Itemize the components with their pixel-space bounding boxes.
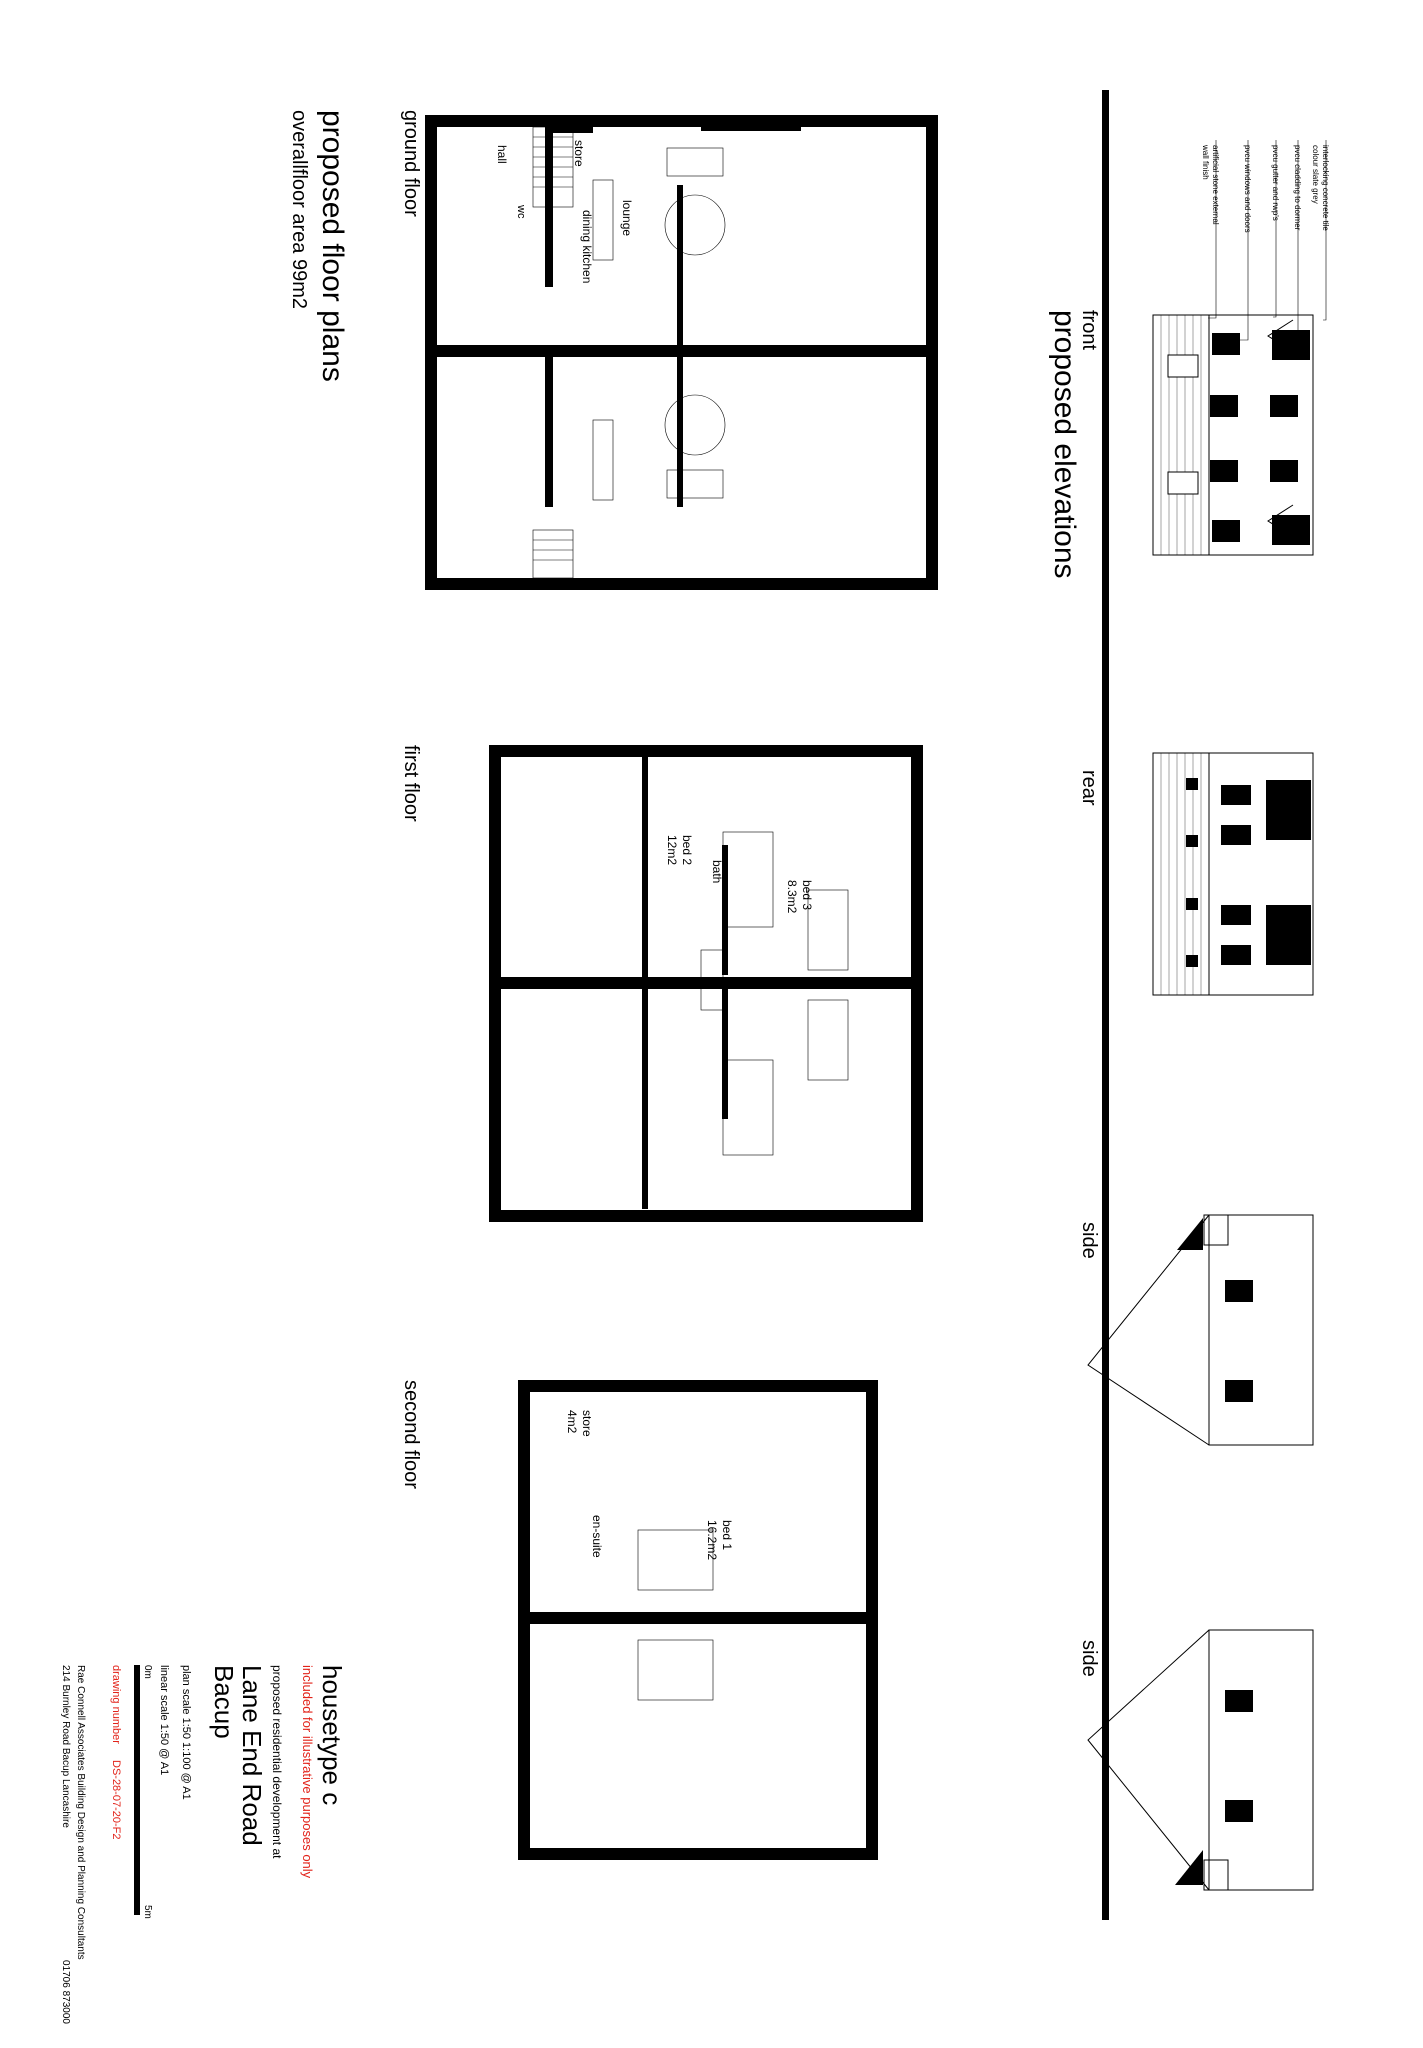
note-dormer: pvcu cladding to dormer [1293, 145, 1302, 231]
rooflight [1186, 835, 1198, 847]
rear-window [1221, 825, 1251, 845]
internal-wall [677, 185, 683, 365]
phone: 01706 873000 [60, 1960, 71, 2024]
side-left-label: side [1078, 1222, 1100, 1259]
front-dormer-left [1168, 355, 1198, 377]
front-dormer-right [1168, 472, 1198, 494]
internal-wall [545, 357, 553, 507]
internal-wall [642, 757, 648, 977]
party-wall [501, 977, 911, 989]
dining-kitchen-label: dining kitchen [580, 210, 594, 284]
side-window [1225, 1690, 1253, 1712]
dev-line: proposed residential development at [270, 1665, 284, 1859]
rear-label: rear [1078, 770, 1100, 806]
bed [808, 890, 848, 970]
bed [723, 1060, 773, 1155]
front-roof-hatch [1161, 315, 1201, 555]
rooflight [1186, 898, 1198, 910]
drawing-number-label: drawing number [110, 1665, 122, 1744]
side-wall [1209, 1215, 1313, 1445]
scale-bar [134, 1665, 140, 1915]
ground-floor-label: ground floor [400, 110, 422, 217]
bed3-label: bed 3 [800, 880, 814, 911]
store-label: store [572, 140, 586, 167]
front-window [1212, 520, 1240, 542]
side-wall [1209, 1630, 1313, 1890]
rear-roof [1153, 753, 1209, 995]
first-floor-label: first floor [400, 745, 422, 822]
side-chimney [1204, 1860, 1228, 1890]
note-roof-colour: colour slate grey [1311, 145, 1320, 204]
lounge-table [665, 395, 725, 455]
front-window [1210, 395, 1238, 417]
party-wall [530, 1612, 866, 1624]
side-chimney [1204, 1215, 1228, 1245]
note-leaders [1208, 140, 1326, 350]
note-roof-tile: interlocking concrete tile [1321, 145, 1330, 231]
wc-label: wc [515, 205, 527, 219]
elevations-group [1048, 90, 1330, 1920]
note-gutter: pvcu gutter and rwp's [1271, 145, 1280, 221]
bed1-area: 16.2m2 [705, 1520, 719, 1561]
side-window [1225, 1280, 1253, 1302]
rear-window [1221, 945, 1251, 965]
front-window [1212, 333, 1240, 355]
bed [638, 1640, 713, 1700]
bed [723, 832, 773, 927]
sofa [667, 470, 723, 498]
front-door [1272, 515, 1310, 545]
front-window [1210, 460, 1238, 482]
dining-table [593, 180, 613, 260]
hall-label: hall [495, 145, 509, 164]
floor-area-note: overallfloor area 99m2 [288, 110, 310, 309]
scale-end: 5m [142, 1905, 153, 1919]
internal-wall [701, 125, 801, 131]
ground-line [1102, 90, 1109, 1920]
rear-window [1221, 785, 1251, 805]
rear-patio-door [1266, 905, 1311, 965]
side-chimney-shadow [1175, 1850, 1203, 1885]
side-window [1225, 1800, 1253, 1822]
internal-wall [677, 357, 683, 507]
site-line2: Bacup [209, 1665, 239, 1739]
lounge-table [665, 195, 725, 255]
elevations-heading: proposed elevations [1048, 310, 1081, 579]
sofa [667, 148, 723, 176]
linear-scale: linear scale 1:50 @ A1 [158, 1665, 170, 1776]
title-block [60, 1665, 347, 2024]
second-floor-plan [518, 1380, 878, 1860]
note-windows: pvcu windows and doors [1243, 145, 1252, 233]
internal-wall [642, 989, 648, 1209]
dining-table [593, 420, 613, 500]
front-window [1270, 395, 1298, 417]
bed3-area: 8.3m2 [785, 880, 799, 914]
first-floor-plan [489, 745, 923, 1222]
bed [638, 1530, 713, 1590]
side-chimney-shadow [1177, 1218, 1203, 1250]
internal-wall [548, 127, 593, 133]
address: 214 Burnley Road Bacup Lancashire [60, 1665, 71, 1828]
side-elevation-right [1088, 1630, 1313, 1890]
front-roof [1153, 315, 1209, 555]
note-stone: artificial stone external [1211, 145, 1220, 225]
plan-scale: plan scale 1:50 1:100 @ A1 [180, 1665, 192, 1800]
front-elevation [1153, 315, 1313, 555]
lounge-label: lounge [620, 200, 634, 237]
bath-label: bath [710, 860, 724, 884]
disclaimer: included for illustrative purposes only [300, 1665, 315, 1879]
bed2-label: bed 2 [680, 835, 694, 866]
side-right-label: side [1078, 1640, 1100, 1677]
title: housetype c [317, 1665, 347, 1806]
second-floor-label: second floor [400, 1380, 422, 1489]
rear-window [1221, 905, 1251, 925]
rear-patio-door [1266, 780, 1311, 840]
side-window [1225, 1380, 1253, 1402]
company: Rae Connell Associates Building Design and Planning Consultants [75, 1665, 86, 1960]
ground-floor-plan [425, 115, 938, 590]
front-window [1270, 460, 1298, 482]
note-stone-2: wall finish [1201, 145, 1210, 180]
ensuite-label: en-suite [590, 1515, 604, 1558]
scale-start: 0m [142, 1665, 153, 1679]
bed1-label: bed 1 [720, 1520, 734, 1551]
drawing-number: DS-28-07-20-F2 [110, 1760, 122, 1840]
bed [808, 1000, 848, 1080]
store-second-label: store [580, 1410, 594, 1437]
rear-elevation [1153, 753, 1313, 995]
site-line1: Lane End Road [237, 1665, 267, 1846]
spec-notes [1201, 144, 1330, 233]
floor-plans-heading: proposed floor plans [316, 110, 349, 382]
front-door [1272, 330, 1310, 360]
side-elevation-left [1088, 1215, 1313, 1445]
front-label: front [1078, 310, 1100, 351]
rooflight [1186, 778, 1198, 790]
rooflight [1186, 955, 1198, 967]
bed2-area: 12m2 [665, 835, 679, 866]
store-second-area: 4m2 [565, 1410, 579, 1434]
